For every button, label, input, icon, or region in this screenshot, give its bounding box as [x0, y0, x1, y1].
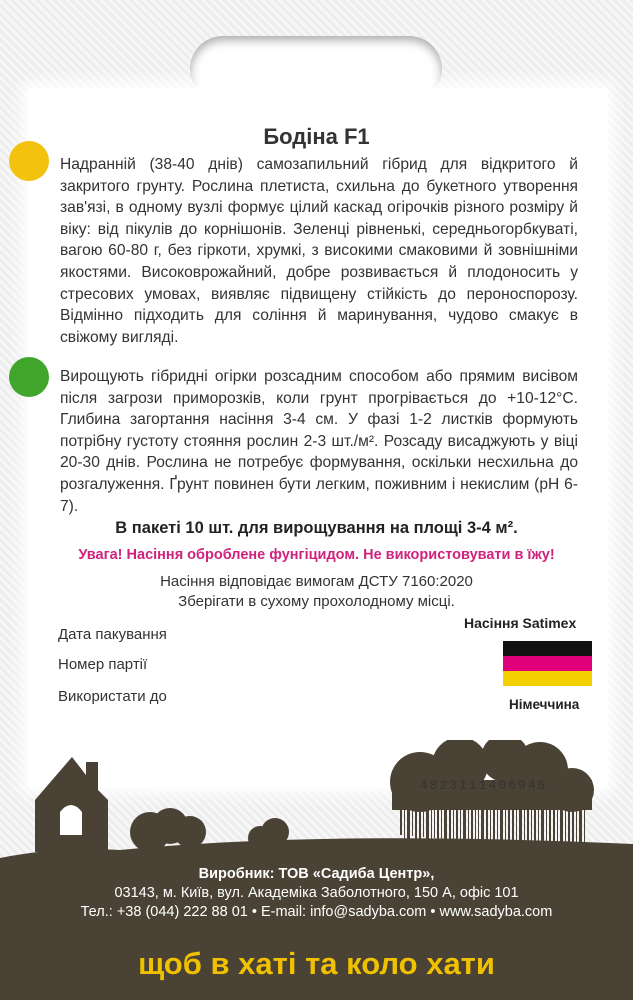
packet-info: В пакеті 10 шт. для вирощування на площі 3-4 м².: [115, 519, 518, 537]
barcode-bar: [500, 805, 503, 844]
barcode-bar: [434, 805, 435, 838]
standard-note: Насіння відповідає вимогам ДСТУ 7160:2020: [160, 573, 473, 590]
house-icon: [35, 757, 108, 852]
use-by-label: Використати до: [58, 688, 167, 705]
barcode-bar: [444, 805, 447, 839]
pack-date-label: Дата пакування: [58, 626, 167, 643]
product-title: Бодіна F1: [263, 124, 370, 149]
barcode-number: 4823111406945: [420, 778, 548, 793]
germany-flag-icon: [503, 641, 592, 686]
cultivation-paragraph: Вирощують гібридні огірки розсадним способом або прямим висівом після загрози приморозків, коли грунт прогрівається до +10-12°С. Глибина загортання насіння 3-4 см. У фазі 1-2 листків формують потрібну густоту стояння рослин 2-3 шт./м². Розсаду висаджують у віці 20-30 днів. Рослина не потребує формування, оскільки несхильна до розгалуження. Ґрунт повинен бути легким, поживним і некислим (рН 6-7).: [60, 368, 578, 515]
flag-stripe-yellow: [503, 671, 592, 686]
fungicide-warning: Увага! Насіння оброблене фунгіцидом. Не використовувати в їжу!: [78, 547, 555, 563]
barcode-bar: [490, 805, 491, 843]
flag-stripe-pink: [503, 656, 592, 671]
barcode-bar: [456, 805, 458, 840]
barcode-bar: [524, 805, 525, 846]
slogan: щоб в хаті та коло хати: [138, 946, 495, 981]
description-paragraph: Надранній (38-40 днів) самозапильний гібрид для відкритого й закритого грунту. Рослина плетиста, схильна до букетного утворення зав'язі, в одному вузлі формує цілий каскад огірочків різного розміру й віку: від пікулів до корнішонів. Зеленці рівненькі, середньогорбкуваті, вагою 60-80 г, без гіркоти, хрумкі, з високими смаковими й зовнішніми якостями. Високоврожайний, добре розвивається й плодоносить у стресових умовах, виявляє підвищену стійкість до пероноспорозу. Відмінно підходить для соління й маринування, чудово смакує в свіжому вигляді.: [60, 156, 578, 346]
flag-stripe-black: [503, 641, 592, 656]
barcode-bar: [423, 805, 424, 837]
green-marker-icon: [9, 357, 49, 397]
barcode-bar: [478, 805, 479, 842]
yellow-marker-icon: [9, 141, 49, 181]
barcode-bar: [468, 805, 469, 841]
contacts-line: Тел.: +38 (044) 222 88 01 • E-mail: info@sadyba.com • www.sadyba.com: [80, 904, 553, 920]
batch-label: Номер партії: [58, 656, 148, 673]
barcode-bar: [400, 805, 402, 835]
barcode-cloud-icon: [390, 740, 594, 812]
producer-line: Виробник: ТОВ «Садиба Центр»,: [198, 866, 435, 882]
barcode-bar: [412, 805, 413, 836]
storage-note: Зберігати в сухому прохолодному місці.: [178, 593, 455, 610]
country-label: Німеччина: [509, 697, 580, 712]
address-line: 03143, м. Київ, вул. Академіка Заболотного, 150 А, офіс 101: [114, 885, 519, 901]
brand-name: Насіння Satimex: [464, 615, 577, 631]
barcode-bar: [512, 805, 514, 845]
